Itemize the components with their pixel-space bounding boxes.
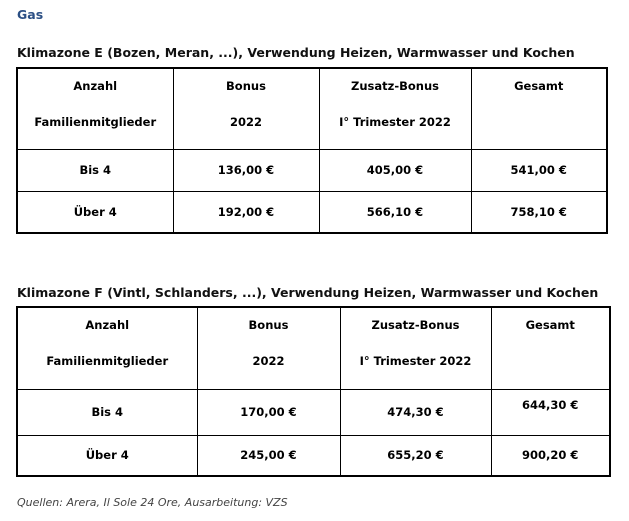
cell-extra-bonus: 655,20 € — [340, 435, 491, 476]
cell-members: Über 4 — [17, 435, 197, 476]
source-note: Quellen: Arera, Il Sole 24 Ore, Ausarbeitung: VZS — [17, 496, 288, 509]
cell-total: 758,10 € — [471, 191, 607, 233]
header-label: Anzahl — [85, 318, 130, 332]
header-sublabel: 2022 — [252, 354, 285, 368]
header-label: Bonus — [226, 79, 266, 93]
header-label: Gesamt — [514, 79, 564, 93]
header-sublabel: I° Trimester 2022 — [339, 115, 451, 129]
header-label: Bonus — [248, 318, 289, 332]
table-header-row — [17, 307, 610, 389]
table-row — [17, 149, 607, 191]
cell-members: Bis 4 — [17, 149, 173, 191]
table-row — [17, 389, 610, 435]
cell-total: 900,20 € — [491, 435, 610, 476]
header-sublabel: 2022 — [229, 115, 262, 129]
cell-bonus: 192,00 € — [173, 191, 319, 233]
header-label: Zusatz-Bonus — [371, 318, 460, 332]
header-cell-total — [491, 307, 610, 389]
header-cell-members — [17, 68, 173, 149]
cell-extra-bonus: 566,10 € — [319, 191, 471, 233]
header-cell-total — [471, 68, 607, 149]
table-row — [17, 191, 607, 233]
header-label: Zusatz-Bonus — [351, 79, 439, 93]
table-zone-f — [16, 306, 611, 477]
header-cell-extra-bonus — [340, 307, 491, 389]
header-cell-members — [17, 307, 197, 389]
table-row — [17, 435, 610, 476]
header-cell-bonus — [173, 68, 319, 149]
table-heading-zone-f: Klimazone F (Vintl, Schlanders, ...), Verwendung Heizen, Warmwasser und Kochen — [17, 285, 599, 300]
table-header-row — [17, 68, 607, 149]
header-sublabel: Familienmitglieder — [34, 115, 157, 129]
cell-extra-bonus: 474,30 € — [340, 389, 491, 435]
table-zone-e — [16, 67, 608, 234]
header-sublabel: I° Trimester 2022 — [359, 354, 472, 368]
cell-members: Über 4 — [17, 191, 173, 233]
table-heading-zone-e: Klimazone E (Bozen, Meran, ...), Verwendung Heizen, Warmwasser und Kochen — [17, 45, 575, 60]
section-title: Gas — [17, 7, 44, 22]
cell-bonus: 136,00 € — [173, 149, 319, 191]
header-label: Anzahl — [73, 79, 118, 93]
cell-members: Bis 4 — [17, 389, 197, 435]
cell-bonus: 245,00 € — [197, 435, 340, 476]
cell-total: 541,00 € — [471, 149, 607, 191]
cell-bonus: 170,00 € — [197, 389, 340, 435]
header-cell-bonus — [197, 307, 340, 389]
header-label: Gesamt — [525, 318, 575, 332]
cell-total: 644,30 € — [491, 389, 610, 435]
header-cell-extra-bonus — [319, 68, 471, 149]
header-sublabel: Familienmitglieder — [46, 354, 169, 368]
cell-extra-bonus: 405,00 € — [319, 149, 471, 191]
